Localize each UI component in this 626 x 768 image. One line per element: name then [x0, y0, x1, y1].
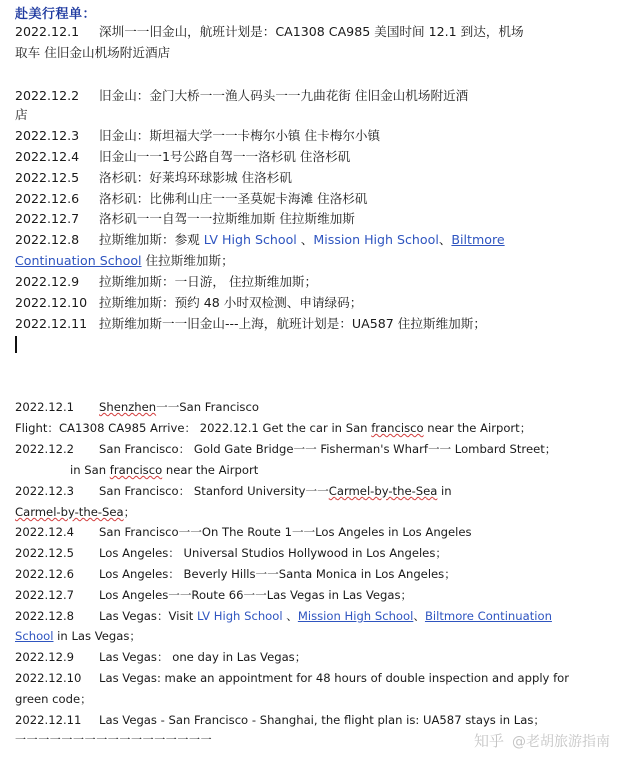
link-lv-high-school-en[interactable]: LV High School: [196, 609, 283, 623]
en-line-3: 2022.12.3 San Francisco： Stanford University一一Carmel-by-the-Sea in: [15, 484, 452, 498]
en-line-8: 2022.12.8 Las Vegas：Visit LV High School 、Mission High School、Biltmore Continuation: [15, 609, 552, 623]
link-school-en[interactable]: School: [15, 629, 54, 643]
cn-line-2b: 店: [15, 107, 28, 122]
cn-line-5: 2022.12.5 洛杉矶：好莱坞环球影城 住洛杉矶: [15, 170, 292, 185]
cn-line-9: 2022.12.9 拉斯维加斯：一日游， 住拉斯维加斯；: [15, 274, 318, 289]
cn-line-7: 2022.12.7 洛杉矶一一自驾一一拉斯维加斯 住拉斯维加斯: [15, 211, 355, 226]
link-mission-high-school[interactable]: Mission High School: [313, 232, 439, 247]
en-line-2b: in San francisco near the Airport: [70, 463, 259, 477]
cn-line-1: 2022.12.1 深圳一一旧金山，航班计划是：CA1308 CA985 美国时间 12.1 到达，机场: [15, 24, 524, 39]
link-biltmore[interactable]: Biltmore: [451, 232, 505, 247]
en-line-10: 2022.12.10 Las Vegas: make an appointment for 48 hours of double inspection and apply for: [15, 671, 570, 685]
watermark: [474, 730, 610, 751]
cn-line-10: 2022.12.10 拉斯维加斯：预约 48 小时双检测、申请绿码；: [15, 295, 363, 310]
watermark-author: @老胡旅游指南: [512, 733, 610, 750]
en-line-3b: Carmel-by-the-Sea；: [15, 505, 136, 519]
en-line-10b: green code；: [15, 692, 92, 706]
en-line-11: 2022.12.11 Las Vegas - San Francisco - Shanghai, the flight plan is: UA587 stays in Las；: [15, 713, 545, 727]
en-line-9: 2022.12.9 Las Vegas： one day in Las Vegas；: [15, 650, 307, 664]
link-continuation-school[interactable]: Continuation School: [15, 253, 142, 268]
cn-line-3: 2022.12.3 旧金山：斯坦福大学一一卡梅尔小镇 住卡梅尔小镇: [15, 128, 381, 143]
cn-line-1b: 取车 住旧金山机场附近酒店: [15, 45, 171, 60]
en-line-6: 2022.12.6 Los Angeles： Beverly Hills一一Santa Monica in Los Angeles；: [15, 567, 456, 581]
cn-line-11: 2022.12.11 拉斯维加斯一一旧金山---上海，航班计划是：UA587 住拉斯维加斯；: [15, 316, 486, 331]
link-biltmore-en[interactable]: Biltmore Continuation: [424, 609, 552, 623]
en-line-7: 2022.12.7 Los Angeles一一Route 66一一Las Vegas in Las Vegas；: [15, 588, 413, 602]
cn-line-2: 2022.12.2 旧金山：金门大桥一一渔人码头一一九曲花街 住旧金山机场附近酒: [15, 88, 469, 103]
en-line-1: 2022.12.1 Shenzhen一一San Francisco: [15, 400, 259, 414]
watermark-zhihu: 知乎: [473, 732, 504, 750]
cn-line-8: 2022.12.8 拉斯维加斯：参观 LV High School 、Mission High School、Biltmore: [15, 232, 505, 247]
en-line-8b: School in Las Vegas；: [15, 629, 141, 643]
en-line-flight: Flight：CA1308 CA985 Arrive： 2022.12.1 Get the car in San francisco near the Airport；: [15, 421, 532, 435]
link-lv-high-school[interactable]: LV High School: [203, 232, 297, 247]
en-line-2: 2022.12.2 San Francisco： Gold Gate Bridge一一 Fisherman's Wharf一一 Lombard Street；: [15, 442, 557, 456]
cn-line-4: 2022.12.4 旧金山一一1号公路自驾一一洛杉矶 住洛杉矶: [15, 149, 351, 164]
en-line-4: 2022.12.4 San Francisco一一On The Route 1一一Los Angeles in Los Angeles: [15, 525, 472, 539]
dash-separator: 一一一一一一一一一一一一一一一一一: [15, 733, 213, 746]
text-cursor: [15, 336, 17, 353]
cn-line-8b: Continuation School 住拉斯维加斯；: [15, 253, 234, 268]
link-mission-high-school-en[interactable]: Mission High School: [297, 609, 414, 623]
cn-line-6: 2022.12.6 洛杉矶：比佛利山庄一一圣莫妮卡海滩 住洛杉矶: [15, 191, 368, 206]
en-line-5: 2022.12.5 Los Angeles： Universal Studios Hollywood in Los Angeles；: [15, 546, 447, 560]
doc-title: 赴美行程单：: [15, 7, 97, 22]
